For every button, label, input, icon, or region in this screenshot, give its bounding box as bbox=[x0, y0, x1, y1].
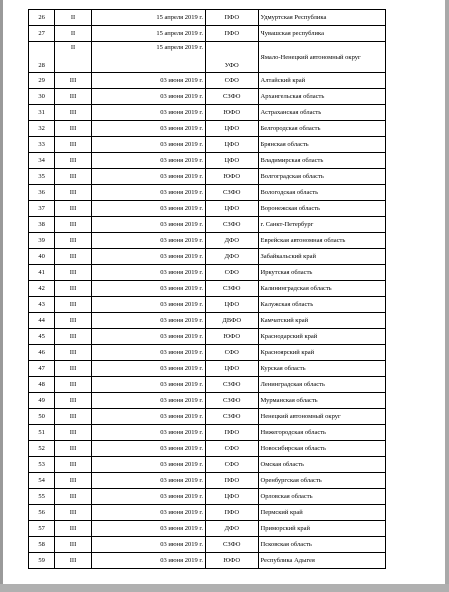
stage-cell: III bbox=[55, 265, 91, 281]
stage-cell: III bbox=[55, 489, 91, 505]
stage-cell: III bbox=[55, 409, 91, 425]
row-number: 32 bbox=[29, 121, 55, 137]
stage-cell: III bbox=[55, 217, 91, 233]
date-cell: 03 июня 2019 г. bbox=[91, 361, 205, 377]
region-cell: Приморский край bbox=[258, 521, 385, 537]
table-row bbox=[29, 489, 386, 505]
row-number: 56 bbox=[29, 505, 55, 521]
region-cell: Архангельская область bbox=[258, 89, 385, 105]
date-cell: 03 июня 2019 г. bbox=[91, 105, 205, 121]
district-cell: ПФО bbox=[205, 505, 258, 521]
table-row bbox=[29, 345, 386, 361]
row-number: 28 bbox=[29, 42, 55, 73]
date-cell: 03 июня 2019 г. bbox=[91, 73, 205, 89]
table-row bbox=[29, 537, 386, 553]
stage-cell: III bbox=[55, 73, 91, 89]
date-cell: 03 июня 2019 г. bbox=[91, 89, 205, 105]
table-row bbox=[29, 26, 386, 42]
date-cell: 15 апреля 2019 г. bbox=[91, 10, 205, 26]
region-cell: Республика Адыгея bbox=[258, 553, 385, 569]
date-cell: 03 июня 2019 г. bbox=[91, 457, 205, 473]
region-cell: Камчатский край bbox=[258, 313, 385, 329]
table-row bbox=[29, 105, 386, 121]
region-cell: г. Санкт-Петербург bbox=[258, 217, 385, 233]
date-cell: 03 июня 2019 г. bbox=[91, 473, 205, 489]
region-cell: Воронежская область bbox=[258, 201, 385, 217]
district-cell: СЗФО bbox=[205, 393, 258, 409]
stage-cell: III bbox=[55, 425, 91, 441]
date-cell: 03 июня 2019 г. bbox=[91, 169, 205, 185]
row-number: 49 bbox=[29, 393, 55, 409]
region-cell: Иркутская область bbox=[258, 265, 385, 281]
viewer-left-edge bbox=[0, 0, 3, 592]
row-number: 41 bbox=[29, 265, 55, 281]
row-number: 59 bbox=[29, 553, 55, 569]
region-cell: Волгоградская область bbox=[258, 169, 385, 185]
table-row bbox=[29, 42, 386, 73]
table-row bbox=[29, 153, 386, 169]
table-row bbox=[29, 233, 386, 249]
district-cell: СФО bbox=[205, 441, 258, 457]
row-number: 50 bbox=[29, 409, 55, 425]
district-cell: ДФО bbox=[205, 249, 258, 265]
region-cell: Нижегородская область bbox=[258, 425, 385, 441]
table-row bbox=[29, 121, 386, 137]
region-cell: Брянская область bbox=[258, 137, 385, 153]
district-cell: ДФО bbox=[205, 233, 258, 249]
viewer-bottom-edge bbox=[0, 584, 449, 592]
date-cell: 03 июня 2019 г. bbox=[91, 537, 205, 553]
row-number: 30 bbox=[29, 89, 55, 105]
date-cell: 03 июня 2019 г. bbox=[91, 393, 205, 409]
date-cell: 03 июня 2019 г. bbox=[91, 281, 205, 297]
table-row bbox=[29, 553, 386, 569]
stage-cell: III bbox=[55, 201, 91, 217]
table-row bbox=[29, 281, 386, 297]
region-cell: Еврейская автономная область bbox=[258, 233, 385, 249]
region-cell: Забайкальский край bbox=[258, 249, 385, 265]
row-number: 58 bbox=[29, 537, 55, 553]
district-cell: ДФО bbox=[205, 521, 258, 537]
table-row bbox=[29, 473, 386, 489]
date-cell: 03 июня 2019 г. bbox=[91, 329, 205, 345]
district-cell: ЮФО bbox=[205, 169, 258, 185]
stage-cell: II bbox=[55, 42, 91, 73]
row-number: 34 bbox=[29, 153, 55, 169]
row-number: 39 bbox=[29, 233, 55, 249]
row-number: 38 bbox=[29, 217, 55, 233]
stage-cell: III bbox=[55, 441, 91, 457]
table-row bbox=[29, 265, 386, 281]
date-cell: 15 апреля 2019 г. bbox=[91, 42, 205, 73]
district-cell: ЦФО bbox=[205, 121, 258, 137]
date-cell: 03 июня 2019 г. bbox=[91, 185, 205, 201]
table-row bbox=[29, 249, 386, 265]
stage-cell: III bbox=[55, 89, 91, 105]
table-row bbox=[29, 361, 386, 377]
district-cell: ЮФО bbox=[205, 553, 258, 569]
stage-cell: III bbox=[55, 393, 91, 409]
row-number: 55 bbox=[29, 489, 55, 505]
table-row bbox=[29, 425, 386, 441]
table-row bbox=[29, 185, 386, 201]
district-cell: ЦФО bbox=[205, 489, 258, 505]
row-number: 54 bbox=[29, 473, 55, 489]
region-cell: Орловская область bbox=[258, 489, 385, 505]
date-cell: 03 июня 2019 г. bbox=[91, 553, 205, 569]
region-cell: Владимирская область bbox=[258, 153, 385, 169]
stage-cell: III bbox=[55, 537, 91, 553]
table-row bbox=[29, 393, 386, 409]
date-cell: 03 июня 2019 г. bbox=[91, 265, 205, 281]
stage-cell: III bbox=[55, 169, 91, 185]
district-cell: ЦФО bbox=[205, 137, 258, 153]
table-row bbox=[29, 297, 386, 313]
date-cell: 03 июня 2019 г. bbox=[91, 505, 205, 521]
table-row bbox=[29, 329, 386, 345]
date-cell: 03 июня 2019 г. bbox=[91, 409, 205, 425]
district-cell: УФО bbox=[205, 42, 258, 73]
stage-cell: II bbox=[55, 26, 91, 42]
row-number: 36 bbox=[29, 185, 55, 201]
date-cell: 03 июня 2019 г. bbox=[91, 121, 205, 137]
row-number: 47 bbox=[29, 361, 55, 377]
date-cell: 03 июня 2019 г. bbox=[91, 489, 205, 505]
district-cell: ДВФО bbox=[205, 313, 258, 329]
district-cell: ЦФО bbox=[205, 361, 258, 377]
district-cell: СФО bbox=[205, 345, 258, 361]
district-cell: СФО bbox=[205, 265, 258, 281]
district-cell: ЦФО bbox=[205, 201, 258, 217]
date-cell: 03 июня 2019 г. bbox=[91, 345, 205, 361]
row-number: 33 bbox=[29, 137, 55, 153]
district-cell: ЮФО bbox=[205, 105, 258, 121]
row-number: 42 bbox=[29, 281, 55, 297]
row-number: 35 bbox=[29, 169, 55, 185]
row-number: 43 bbox=[29, 297, 55, 313]
stage-cell: III bbox=[55, 281, 91, 297]
region-cell: Удмуртская Республика bbox=[258, 10, 385, 26]
district-cell: СЗФО bbox=[205, 409, 258, 425]
row-number: 26 bbox=[29, 10, 55, 26]
row-number: 27 bbox=[29, 26, 55, 42]
row-number: 40 bbox=[29, 249, 55, 265]
row-number: 45 bbox=[29, 329, 55, 345]
district-cell: ЦФО bbox=[205, 153, 258, 169]
date-cell: 03 июня 2019 г. bbox=[91, 441, 205, 457]
schedule-table-body bbox=[29, 10, 386, 569]
stage-cell: III bbox=[55, 345, 91, 361]
district-cell: ПФО bbox=[205, 425, 258, 441]
viewer-scrollbar[interactable] bbox=[445, 0, 449, 592]
region-cell: Пермский край bbox=[258, 505, 385, 521]
district-cell: СЗФО bbox=[205, 377, 258, 393]
region-cell: Чувашская республика bbox=[258, 26, 385, 42]
district-cell: СФО bbox=[205, 73, 258, 89]
stage-cell: II bbox=[55, 10, 91, 26]
stage-cell: III bbox=[55, 153, 91, 169]
table-row bbox=[29, 457, 386, 473]
date-cell: 03 июня 2019 г. bbox=[91, 217, 205, 233]
date-cell: 15 апреля 2019 г. bbox=[91, 26, 205, 42]
stage-cell: III bbox=[55, 313, 91, 329]
table-row bbox=[29, 169, 386, 185]
district-cell: ПФО bbox=[205, 10, 258, 26]
district-cell: СЗФО bbox=[205, 281, 258, 297]
date-cell: 03 июня 2019 г. bbox=[91, 313, 205, 329]
region-cell: Мурманская область bbox=[258, 393, 385, 409]
table-row bbox=[29, 409, 386, 425]
stage-cell: III bbox=[55, 137, 91, 153]
region-cell: Белгородская область bbox=[258, 121, 385, 137]
region-cell: Оренбургская область bbox=[258, 473, 385, 489]
region-cell: Калужская область bbox=[258, 297, 385, 313]
table-row bbox=[29, 217, 386, 233]
region-cell: Калининградская область bbox=[258, 281, 385, 297]
district-cell: СЗФО bbox=[205, 89, 258, 105]
date-cell: 03 июня 2019 г. bbox=[91, 521, 205, 537]
region-cell: Ненецкий автономный округ bbox=[258, 409, 385, 425]
stage-cell: III bbox=[55, 361, 91, 377]
table-row bbox=[29, 89, 386, 105]
region-cell: Ямало-Ненецкий автономный округ bbox=[258, 42, 385, 73]
row-number: 48 bbox=[29, 377, 55, 393]
district-cell: СЗФО bbox=[205, 537, 258, 553]
stage-cell: III bbox=[55, 185, 91, 201]
stage-cell: III bbox=[55, 553, 91, 569]
row-number: 31 bbox=[29, 105, 55, 121]
stage-cell: III bbox=[55, 249, 91, 265]
region-cell: Новосибирская область bbox=[258, 441, 385, 457]
table-row bbox=[29, 201, 386, 217]
table-row bbox=[29, 505, 386, 521]
date-cell: 03 июня 2019 г. bbox=[91, 201, 205, 217]
district-cell: ПФО bbox=[205, 26, 258, 42]
table-row bbox=[29, 10, 386, 26]
row-number: 37 bbox=[29, 201, 55, 217]
row-number: 53 bbox=[29, 457, 55, 473]
district-cell: ЦФО bbox=[205, 297, 258, 313]
table-row bbox=[29, 73, 386, 89]
row-number: 52 bbox=[29, 441, 55, 457]
table-row bbox=[29, 377, 386, 393]
row-number: 46 bbox=[29, 345, 55, 361]
stage-cell: III bbox=[55, 473, 91, 489]
region-cell: Краснодарский край bbox=[258, 329, 385, 345]
district-cell: СЗФО bbox=[205, 217, 258, 233]
stage-cell: III bbox=[55, 457, 91, 473]
stage-cell: III bbox=[55, 105, 91, 121]
region-cell: Курская область bbox=[258, 361, 385, 377]
row-number: 44 bbox=[29, 313, 55, 329]
date-cell: 03 июня 2019 г. bbox=[91, 153, 205, 169]
date-cell: 03 июня 2019 г. bbox=[91, 377, 205, 393]
row-number: 57 bbox=[29, 521, 55, 537]
date-cell: 03 июня 2019 г. bbox=[91, 425, 205, 441]
date-cell: 03 июня 2019 г. bbox=[91, 233, 205, 249]
table-row bbox=[29, 521, 386, 537]
stage-cell: III bbox=[55, 329, 91, 345]
stage-cell: III bbox=[55, 297, 91, 313]
row-number: 29 bbox=[29, 73, 55, 89]
row-number: 51 bbox=[29, 425, 55, 441]
table-row bbox=[29, 137, 386, 153]
stage-cell: III bbox=[55, 377, 91, 393]
table-row bbox=[29, 441, 386, 457]
stage-cell: III bbox=[55, 521, 91, 537]
table-row bbox=[29, 313, 386, 329]
region-cell: Вологодская область bbox=[258, 185, 385, 201]
district-cell: СФО bbox=[205, 457, 258, 473]
schedule-table bbox=[28, 9, 386, 569]
district-cell: ПФО bbox=[205, 473, 258, 489]
district-cell: СЗФО bbox=[205, 185, 258, 201]
date-cell: 03 июня 2019 г. bbox=[91, 249, 205, 265]
region-cell: Ленинградская область bbox=[258, 377, 385, 393]
region-cell: Омская область bbox=[258, 457, 385, 473]
date-cell: 03 июня 2019 г. bbox=[91, 297, 205, 313]
region-cell: Псковская область bbox=[258, 537, 385, 553]
stage-cell: III bbox=[55, 233, 91, 249]
stage-cell: III bbox=[55, 505, 91, 521]
date-cell: 03 июня 2019 г. bbox=[91, 137, 205, 153]
region-cell: Алтайский край bbox=[258, 73, 385, 89]
stage-cell: III bbox=[55, 121, 91, 137]
region-cell: Красноярский край bbox=[258, 345, 385, 361]
region-cell: Астраханская область bbox=[258, 105, 385, 121]
district-cell: ЮФО bbox=[205, 329, 258, 345]
